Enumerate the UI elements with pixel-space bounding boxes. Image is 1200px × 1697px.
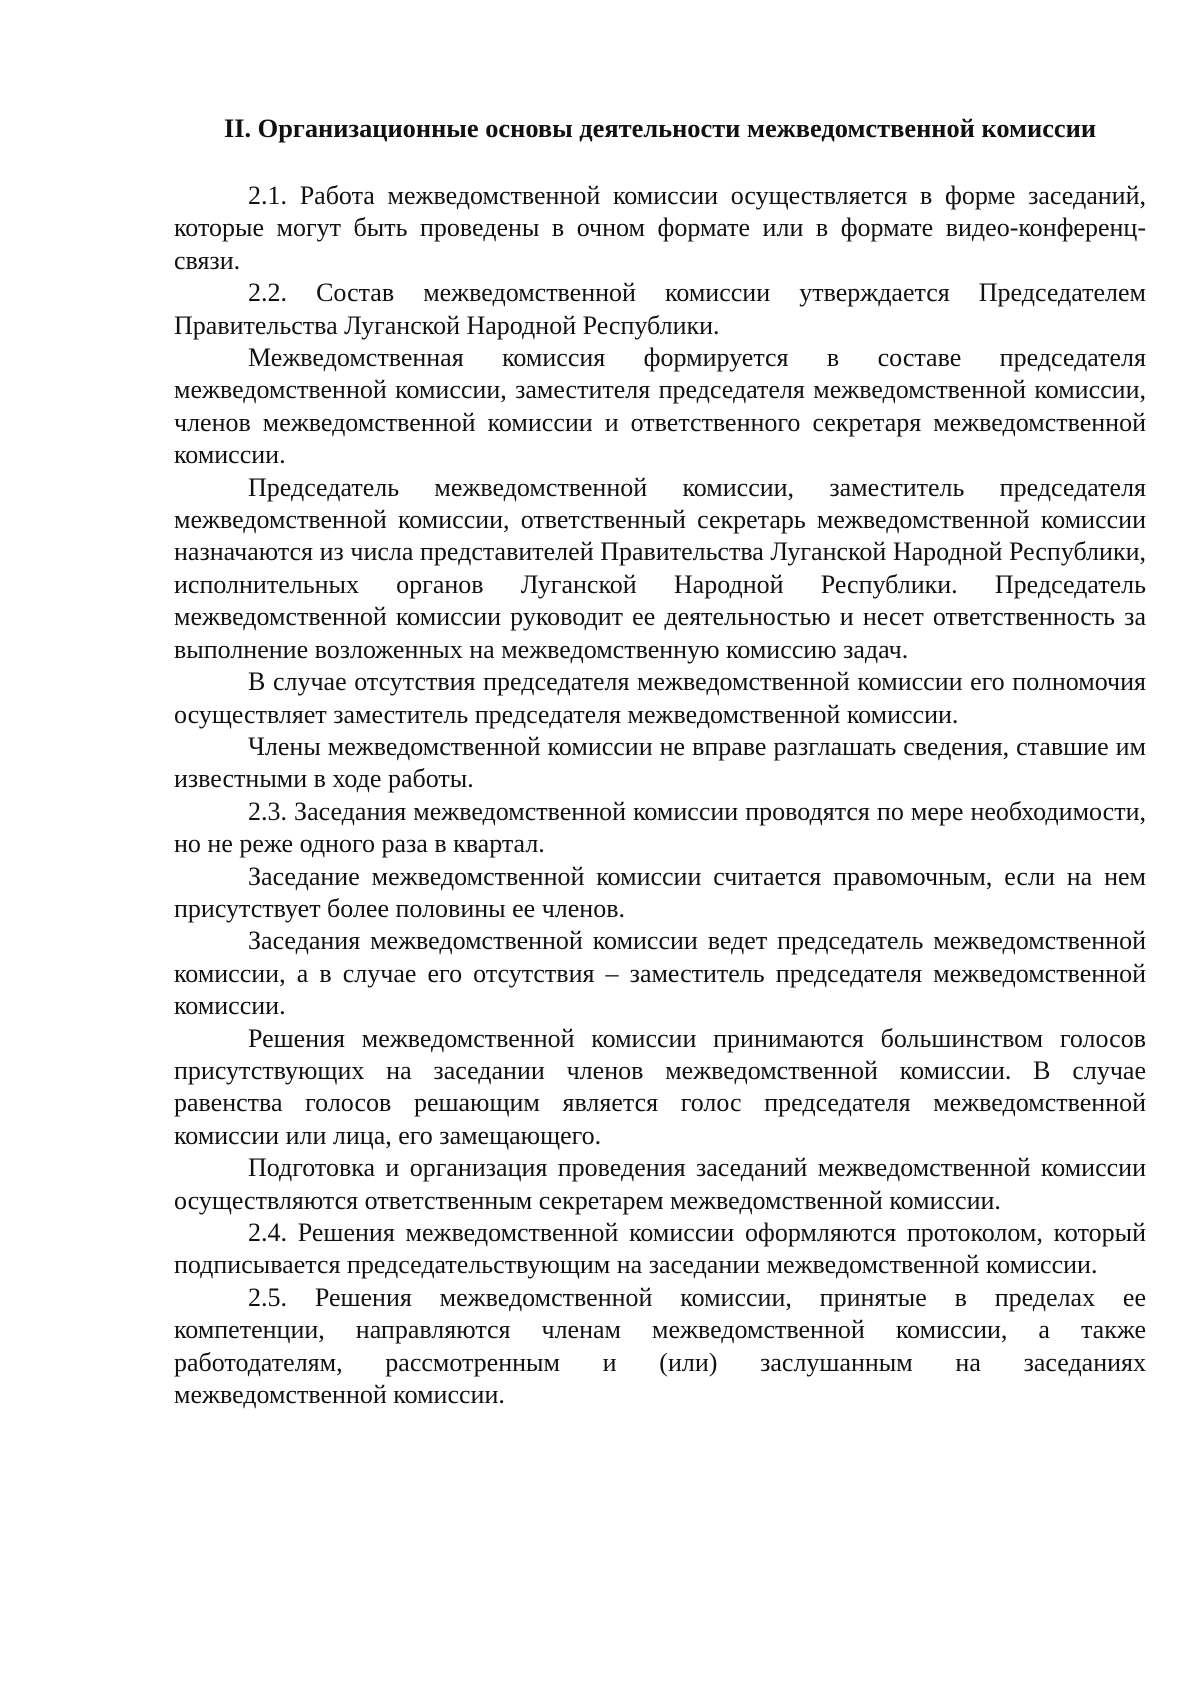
paragraph-decisions: Решения межведомственной комиссии принимаются большинством голосов присутствующих на заседании членов межведомственной комиссии. В случае равенства голосов решающим является голос председателя межведомственной комиссии или лица, его замещающего. bbox=[174, 1023, 1146, 1150]
paragraph-meeting-lead: Заседания межведомственной комиссии ведет председатель межведомственной комиссии, а в случае его отсутствия – заместитель председателя межведомственной комиссии. bbox=[174, 926, 1146, 1021]
paragraph-composition: Межведомственная комиссия формируется в составе председателя межведомственной комиссии, заместителя председателя межведомственной комиссии, членов межведомственной комиссии и ответственного секретаря межведомственной комиссии. bbox=[174, 343, 1146, 470]
paragraph-preparation: Подготовка и организация проведения заседаний межведомственной комиссии осуществляются ответственным секретарем межведомственной комиссии. bbox=[174, 1153, 1146, 1215]
paragraph-2-2: 2.2. Состав межведомственной комиссии утверждается Председателем Правительства Луганской Народной Республики. bbox=[174, 278, 1146, 340]
paragraph-2-1: 2.1. Работа межведомственной комиссии осуществляется в форме заседаний, которые могут быть проведены в очном формате или в формате видео-конференц-связи. bbox=[174, 181, 1146, 275]
paragraph-chairman-absence: В случае отсутствия председателя межведомственной комиссии его полномочия осуществляет заместитель председателя межведомственной комиссии. bbox=[174, 667, 1146, 729]
paragraph-chairman: Председатель межведомственной комиссии, заместитель председателя межведомственной комиссии, ответственный секретарь межведомственной комиссии назначаются из числа представителей Правительства Луганской Народной Республики, исполнительных органов Луганской Народной Республики. Председатель межведомственной комиссии руководит ее деятельностью и несет ответственность за выполнение возложенных на межведомственную комиссию задач. bbox=[174, 472, 1146, 664]
paragraph-quorum: Заседание межведомственной комиссии считается правомочным, если на нем присутствует более половины ее членов. bbox=[174, 861, 1146, 923]
paragraph-2-3: 2.3. Заседания межведомственной комиссии проводятся по мере необходимости, но не реже одного раза в квартал. bbox=[174, 796, 1146, 859]
paragraph-2-4: 2.4. Решения межведомственной комиссии оформляются протоколом, который подписывается председательствующим на заседании межведомственной комиссии. bbox=[174, 1218, 1146, 1280]
section-title: II. Организационные основы деятельности межведомственной комиссии bbox=[223, 113, 1097, 143]
paragraph-confidentiality: Члены межведомственной комиссии не вправе разглашать сведения, ставшие им известными в ходе работы. bbox=[174, 731, 1146, 794]
paragraph-2-5: 2.5. Решения межведомственной комиссии, принятые в пределах ее компетенции, направляются членам межведомственной комиссии, а также работодателям, рассмотренным и (или) заслушанным на заседаниях межведомственной комиссии. bbox=[174, 1282, 1146, 1410]
document-body bbox=[174, 112, 1146, 1411]
